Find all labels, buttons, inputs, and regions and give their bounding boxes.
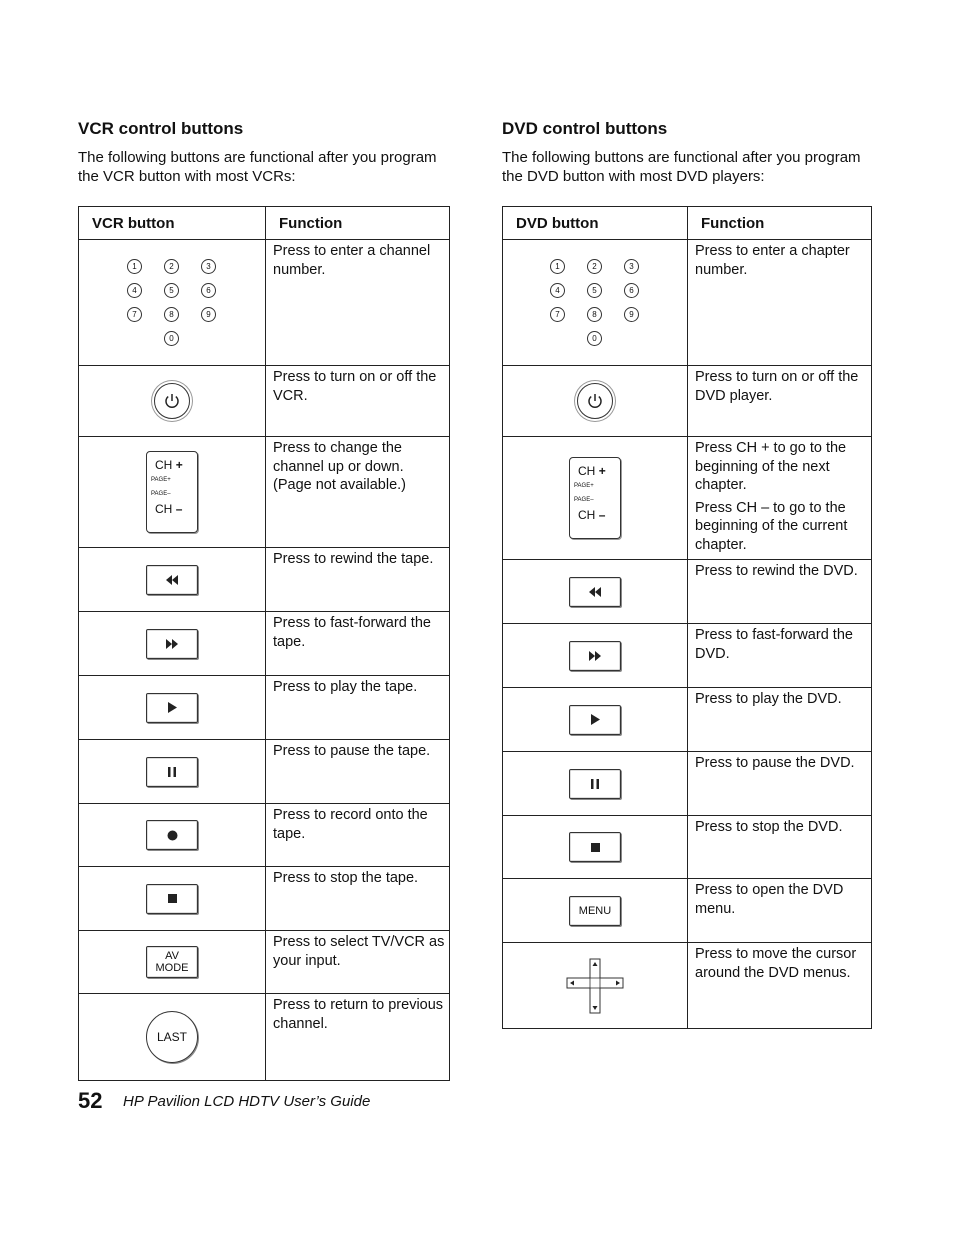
number-key: 5 [587, 283, 602, 298]
number-key: 3 [201, 259, 216, 274]
icon-cell [79, 612, 266, 676]
number-key: 4 [550, 283, 565, 298]
page-up-label: PAGE+ [151, 477, 171, 483]
icon-cell [503, 879, 688, 943]
number-key: 1 [127, 259, 142, 274]
table-row [503, 624, 872, 688]
mode-label: MODE [155, 962, 189, 974]
last-button: LAST [146, 1011, 198, 1063]
plus-icon: + [175, 458, 183, 472]
function-text: Press to rewind the DVD. [688, 560, 872, 624]
icon-cell [503, 437, 688, 560]
icon-cell [503, 366, 688, 437]
table-row [79, 931, 450, 994]
icon-cell [79, 740, 266, 804]
function-text: Press to rewind the tape. [266, 548, 450, 612]
icon-cell [79, 994, 266, 1081]
function-text: Press to record onto the tape. [266, 804, 450, 867]
stop-icon [569, 832, 621, 862]
function-text: Press to open the DVD menu. [688, 879, 872, 943]
number-key: 6 [201, 283, 216, 298]
power-button-icon [577, 383, 613, 419]
icon-cell [79, 240, 266, 366]
page-down-label: PAGE– [151, 491, 171, 497]
fast-forward-icon [146, 629, 198, 659]
table-header-row [79, 207, 450, 240]
col-header-function: Function [266, 207, 450, 240]
number-key: 2 [164, 259, 179, 274]
minus-icon: – [175, 502, 183, 516]
rewind-icon [569, 577, 621, 607]
function-text: Press to turn on or off the VCR. [266, 366, 450, 437]
table-row [503, 688, 872, 752]
table-row [503, 240, 872, 366]
function-text: Press to stop the tape. [266, 867, 450, 931]
number-key: 3 [624, 259, 639, 274]
function-text-next: Press CH + to go to the beginning of the next chapter. [695, 440, 847, 493]
minus-icon: – [598, 508, 606, 522]
number-key: 9 [624, 307, 639, 322]
function-text: Press to change the channel up or down. (Page not available.) [266, 437, 450, 548]
table-row [503, 816, 872, 879]
dvd-table [502, 206, 872, 1029]
col-header-function: Function [688, 207, 872, 240]
channel-rocker-icon [146, 451, 198, 533]
number-key: 2 [587, 259, 602, 274]
icon-cell [79, 676, 266, 740]
number-key: 1 [550, 259, 565, 274]
table-row [503, 366, 872, 437]
icon-cell [79, 437, 266, 548]
table-header-row [503, 207, 872, 240]
icon-cell [503, 943, 688, 1029]
icon-cell [503, 624, 688, 688]
function-text: Press to enter a channel number. [266, 240, 450, 366]
function-text: Press to return to previous channel. [266, 994, 450, 1081]
icon-cell [503, 816, 688, 879]
number-key: 0 [587, 331, 602, 346]
vcr-heading: VCR control buttons [78, 119, 244, 138]
table-row [79, 612, 450, 676]
vcr-intro: The following buttons are functional after you program the VCR button with most VCRs: [78, 149, 437, 185]
table-row [79, 867, 450, 931]
table-row [503, 879, 872, 943]
power-button-icon [154, 383, 190, 419]
table-row [503, 943, 872, 1029]
function-text: Press to fast-forward the DVD. [688, 624, 872, 688]
fast-forward-icon [569, 641, 621, 671]
icon-cell [503, 560, 688, 624]
table-row [79, 437, 450, 548]
page-up-label: PAGE+ [574, 483, 594, 489]
page-down-label: PAGE– [574, 497, 594, 503]
table-row [79, 240, 450, 366]
dvd-heading: DVD control buttons [502, 119, 668, 138]
arrow-pad-icon [566, 958, 624, 1014]
menu-button: MENU [569, 896, 621, 926]
number-key: 4 [127, 283, 142, 298]
number-key: 8 [164, 307, 179, 322]
icon-cell [79, 366, 266, 437]
channel-rocker-icon [569, 457, 621, 539]
icon-cell [503, 240, 688, 366]
table-row [79, 548, 450, 612]
number-key: 0 [164, 331, 179, 346]
table-row [79, 740, 450, 804]
icon-cell [79, 548, 266, 612]
icon-cell [503, 688, 688, 752]
number-pad [127, 259, 217, 346]
function-text: Press to play the tape. [266, 676, 450, 740]
function-text: Press to pause the tape. [266, 740, 450, 804]
play-icon [569, 705, 621, 735]
page-number: 52 [78, 1088, 103, 1113]
number-key: 6 [624, 283, 639, 298]
dvd-section [502, 118, 872, 981]
icon-cell [79, 931, 266, 994]
function-text: Press to turn on or off the DVD player. [688, 366, 872, 437]
ch-label: CH [578, 464, 596, 478]
function-text: Press to enter a chapter number. [688, 240, 872, 366]
col-header-button: DVD button [503, 207, 688, 240]
table-row [79, 366, 450, 437]
icon-cell [79, 804, 266, 867]
number-key: 7 [127, 307, 142, 322]
function-text-current: Press CH – to go to the beginning of the current chapter. [695, 499, 848, 553]
ch-label: CH [155, 502, 173, 516]
pause-icon [569, 769, 621, 799]
vcr-section [78, 118, 450, 1044]
table-row [503, 437, 872, 560]
ch-label: CH [578, 508, 596, 522]
av-label: AV [165, 950, 179, 962]
plus-icon: + [598, 464, 606, 478]
function-text: Press to pause the DVD. [688, 752, 872, 816]
vcr-table [78, 206, 450, 1081]
ch-label: CH [155, 458, 173, 472]
number-key: 7 [550, 307, 565, 322]
stop-icon [146, 884, 198, 914]
rewind-icon [146, 565, 198, 595]
number-pad [550, 259, 640, 346]
function-text: Press to move the cursor around the DVD menus. [688, 943, 872, 1029]
function-text: Press to play the DVD. [688, 688, 872, 752]
function-text: Press to fast-forward the tape. [266, 612, 450, 676]
table-row [79, 804, 450, 867]
play-icon [146, 693, 198, 723]
function-text: Press to select TV/VCR as your input. [266, 931, 450, 994]
number-key: 5 [164, 283, 179, 298]
table-row [79, 994, 450, 1081]
number-key: 9 [201, 307, 216, 322]
table-row [503, 560, 872, 624]
footer-title: HP Pavilion LCD HDTV User’s Guide [123, 1093, 371, 1110]
pause-icon [146, 757, 198, 787]
record-icon [146, 820, 198, 850]
av-mode-button [146, 946, 198, 978]
table-row [503, 752, 872, 816]
number-key: 8 [587, 307, 602, 322]
col-header-button: VCR button [79, 207, 266, 240]
function-text [688, 437, 872, 560]
icon-cell [79, 867, 266, 931]
dvd-intro: The following buttons are functional after you program the DVD button with most DVD players: [502, 149, 861, 185]
function-text: Press to stop the DVD. [688, 816, 872, 879]
icon-cell [503, 752, 688, 816]
table-row [79, 676, 450, 740]
